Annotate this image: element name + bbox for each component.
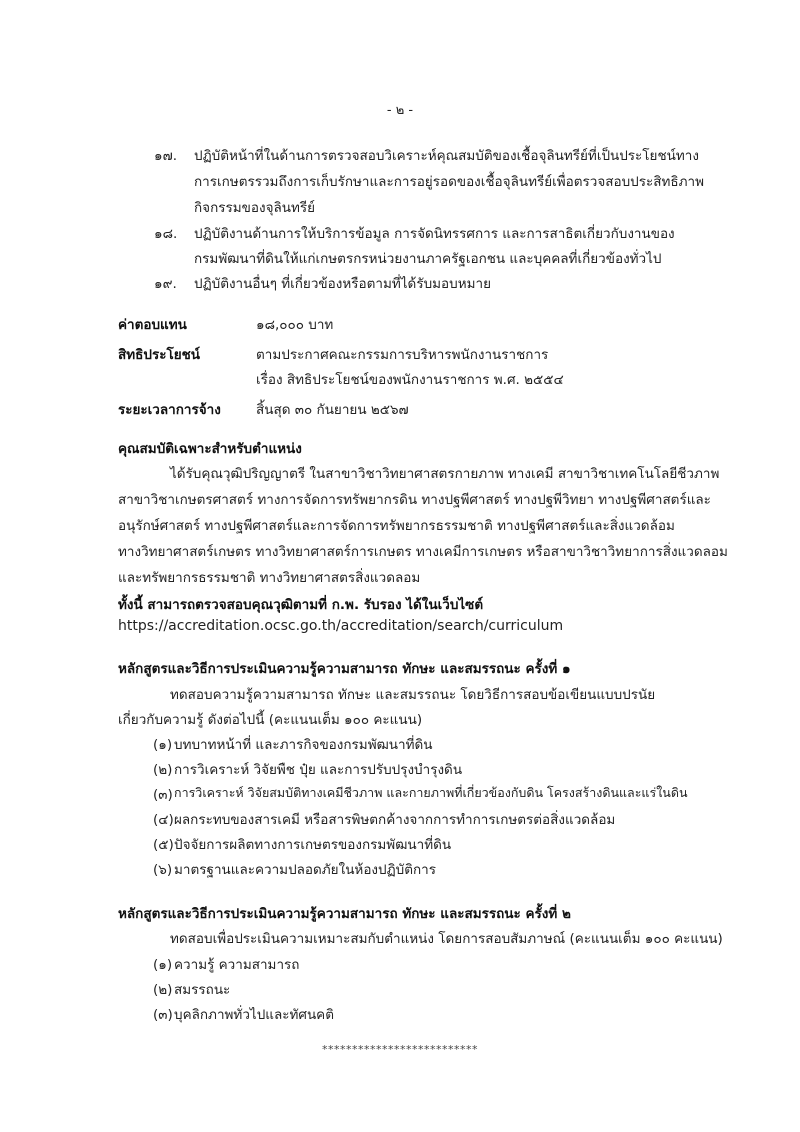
benefits-label: สิทธิประโยชน์ [118, 347, 201, 363]
assessment-1-item: การวิเคราะห์ วิจัยสมบัติทางเคมีชีวภาพ และกายภาพที่เกี่ยวข้องกับดิน โครงสร้างดินและแร่ในดิน [174, 785, 688, 800]
assessment-1-item: ผลกระทบของสารเคมี หรือสารพิษตกค้างจากการทำการเกษตรต่อสิ่งแวดล้อม [174, 812, 616, 828]
page-number: - ๒ - [386, 103, 414, 118]
benefits-line: เรื่อง สิทธิประโยชน์ของพนักงานราชการ พ.ศ. ๒๕๕๔ [256, 372, 564, 388]
assessment-1-item-number: (๒) [153, 762, 173, 778]
qualifications-line: ทางวิทยาศาสตร์เกษตร ทางวิทยาศาสตร์การเกษตร ทางเคมีการเกษตร หรือสาขาวิชาวิทยาการสิ่งแวดลอม [118, 544, 728, 560]
duty-number: ๑๘. [154, 226, 178, 242]
duty-line: กรมพัฒนาที่ดินให้แก่เกษตรกรหน่วยงานภาครัฐเอกชน และบุคคลที่เกี่ยวข้องทั่วไป [194, 251, 662, 267]
accreditation-note: ทั้งนี้ สามารถตรวจสอบคุณวุฒิตามที่ ก.พ. รับรอง ได้ในเว็บไซต์ [118, 597, 484, 613]
qualifications-line: ได้รับคุณวุฒิปริญญาตรี ในสาขาวิชาวิทยาศาสตรกายภาพ ทางเคมี สาขาวิชาเทคโนโลยีชีวภาพ [170, 466, 720, 482]
duty-line: การเกษตรรวมถึงการเก็บรักษาและการอยู่รอดของเชื้อจุลินทรีย์เพื่อตรวจสอบประสิทธิภาพ [194, 174, 705, 190]
assessment-2-item: ความรู้ ความสามารถ [174, 957, 300, 973]
compensation-value: ๑๘,๐๐๐ บาท [256, 317, 334, 333]
qualifications-heading: คุณสมบัติเฉพาะสำหรับตำแหน่ง [118, 441, 302, 457]
assessment-1-item-number: (๓) [153, 787, 173, 803]
assessment-2-item-number: (๑) [153, 957, 173, 973]
accreditation-url[interactable]: https://accreditation.ocsc.go.th/accreditation/search/curriculum [118, 618, 564, 634]
assessment-1-intro: เกี่ยวกับความรู้ ดังต่อไปนี้ (คะแนนเต็ม ๑๐๐ คะแนน) [118, 712, 423, 728]
assessment-2-item: บุคลิกภาพทั่วไปและทัศนคติ [174, 1007, 334, 1023]
assessment-1-item: การวิเคราะห์ วิจัยพืช ปุ๋ย และการปรับปรุงบำรุงดิน [174, 762, 463, 778]
duty-line: ปฏิบัติงานด้านการให้บริการข้อมูล การจัดนิทรรศการ และการสาธิตเกี่ยวกับงานของ [194, 226, 675, 242]
qualifications-line: และทรัพยากรธรรมชาติ ทางวิทยาศาสตรสิ่งแวดลอม [118, 570, 421, 586]
employment-period-value: สิ้นสุด ๓๐ กันยายน ๒๕๖๗ [256, 402, 409, 418]
assessment-2-item-number: (๓) [153, 1007, 173, 1023]
assessment-2-intro: ทดสอบเพื่อประเมินความเหมาะสมกับตำแหน่ง โดยการสอบสัมภาษณ์ (คะแนนเต็ม ๑๐๐ คะแนน) [170, 931, 723, 947]
assessment-1-item-number: (๑) [153, 737, 173, 753]
employment-period-label: ระยะเวลาการจ้าง [118, 402, 221, 418]
assessment-1-item-number: (๕) [153, 837, 174, 853]
assessment-1-item: บทบาทหน้าที่ และภารกิจของกรมพัฒนาที่ดิน [174, 737, 433, 753]
assessment-2-item-number: (๒) [153, 982, 173, 998]
duty-number: ๑๗. [154, 148, 178, 164]
duty-line: ปฏิบัติหน้าที่ในด้านการตรวจสอบวิเคราะห์คุณสมบัติของเชื้อจุลินทรีย์ที่เป็นประโยชน์ทาง [194, 148, 699, 164]
benefits-line: ตามประกาศคณะกรรมการบริหารพนักงานราชการ [256, 347, 549, 363]
assessment-1-intro: ทดสอบความรู้ความสามารถ ทักษะ และสมรรถนะ โดยวิธีการสอบข้อเขียนแบบปรนัย [170, 687, 656, 703]
end-marker: ************************** [322, 1043, 478, 1056]
assessment-2-item: สมรรถนะ [174, 982, 231, 998]
compensation-label: ค่าตอบแทน [118, 317, 187, 333]
assessment-1-item-number: (๖) [153, 862, 173, 878]
assessment-1-item: ปัจจัยการผลิตทางการเกษตรของกรมพัฒนาที่ดิน [174, 837, 452, 853]
assessment-1-item-number: (๔) [153, 812, 174, 828]
duty-line: กิจกรรมของจุลินทรีย์ [194, 200, 316, 216]
qualifications-line: สาขาวิชาเกษตรศาสตร์ ทางการจัดการทรัพยากรดิน ทางปฐพีศาสตร์ ทางปฐพีวิทยา ทางปฐพีศาสตร์และ [118, 492, 711, 508]
duty-line: ปฏิบัติงานอื่นๆ ที่เกี่ยวข้องหรือตามที่ได้รับมอบหมาย [194, 276, 491, 292]
qualifications-line: อนุรักษ์ศาสตร์ ทางปฐพีศาสตร์และการจัดการทรัพยากรธรรมชาติ ทางปฐพีศาสตร์และสิ่งแวดล้อม [118, 518, 675, 534]
assessment-1-heading: หลักสูตรและวิธีการประเมินความรู้ความสามารถ ทักษะ และสมรรถนะ ครั้งที่ ๑ [118, 661, 571, 677]
assessment-2-heading: หลักสูตรและวิธีการประเมินความรู้ความสามารถ ทักษะ และสมรรถนะ ครั้งที่ ๒ [118, 906, 571, 922]
assessment-1-item: มาตรฐานและความปลอดภัยในห้องปฏิบัติการ [174, 862, 436, 878]
duty-number: ๑๙. [154, 276, 177, 292]
